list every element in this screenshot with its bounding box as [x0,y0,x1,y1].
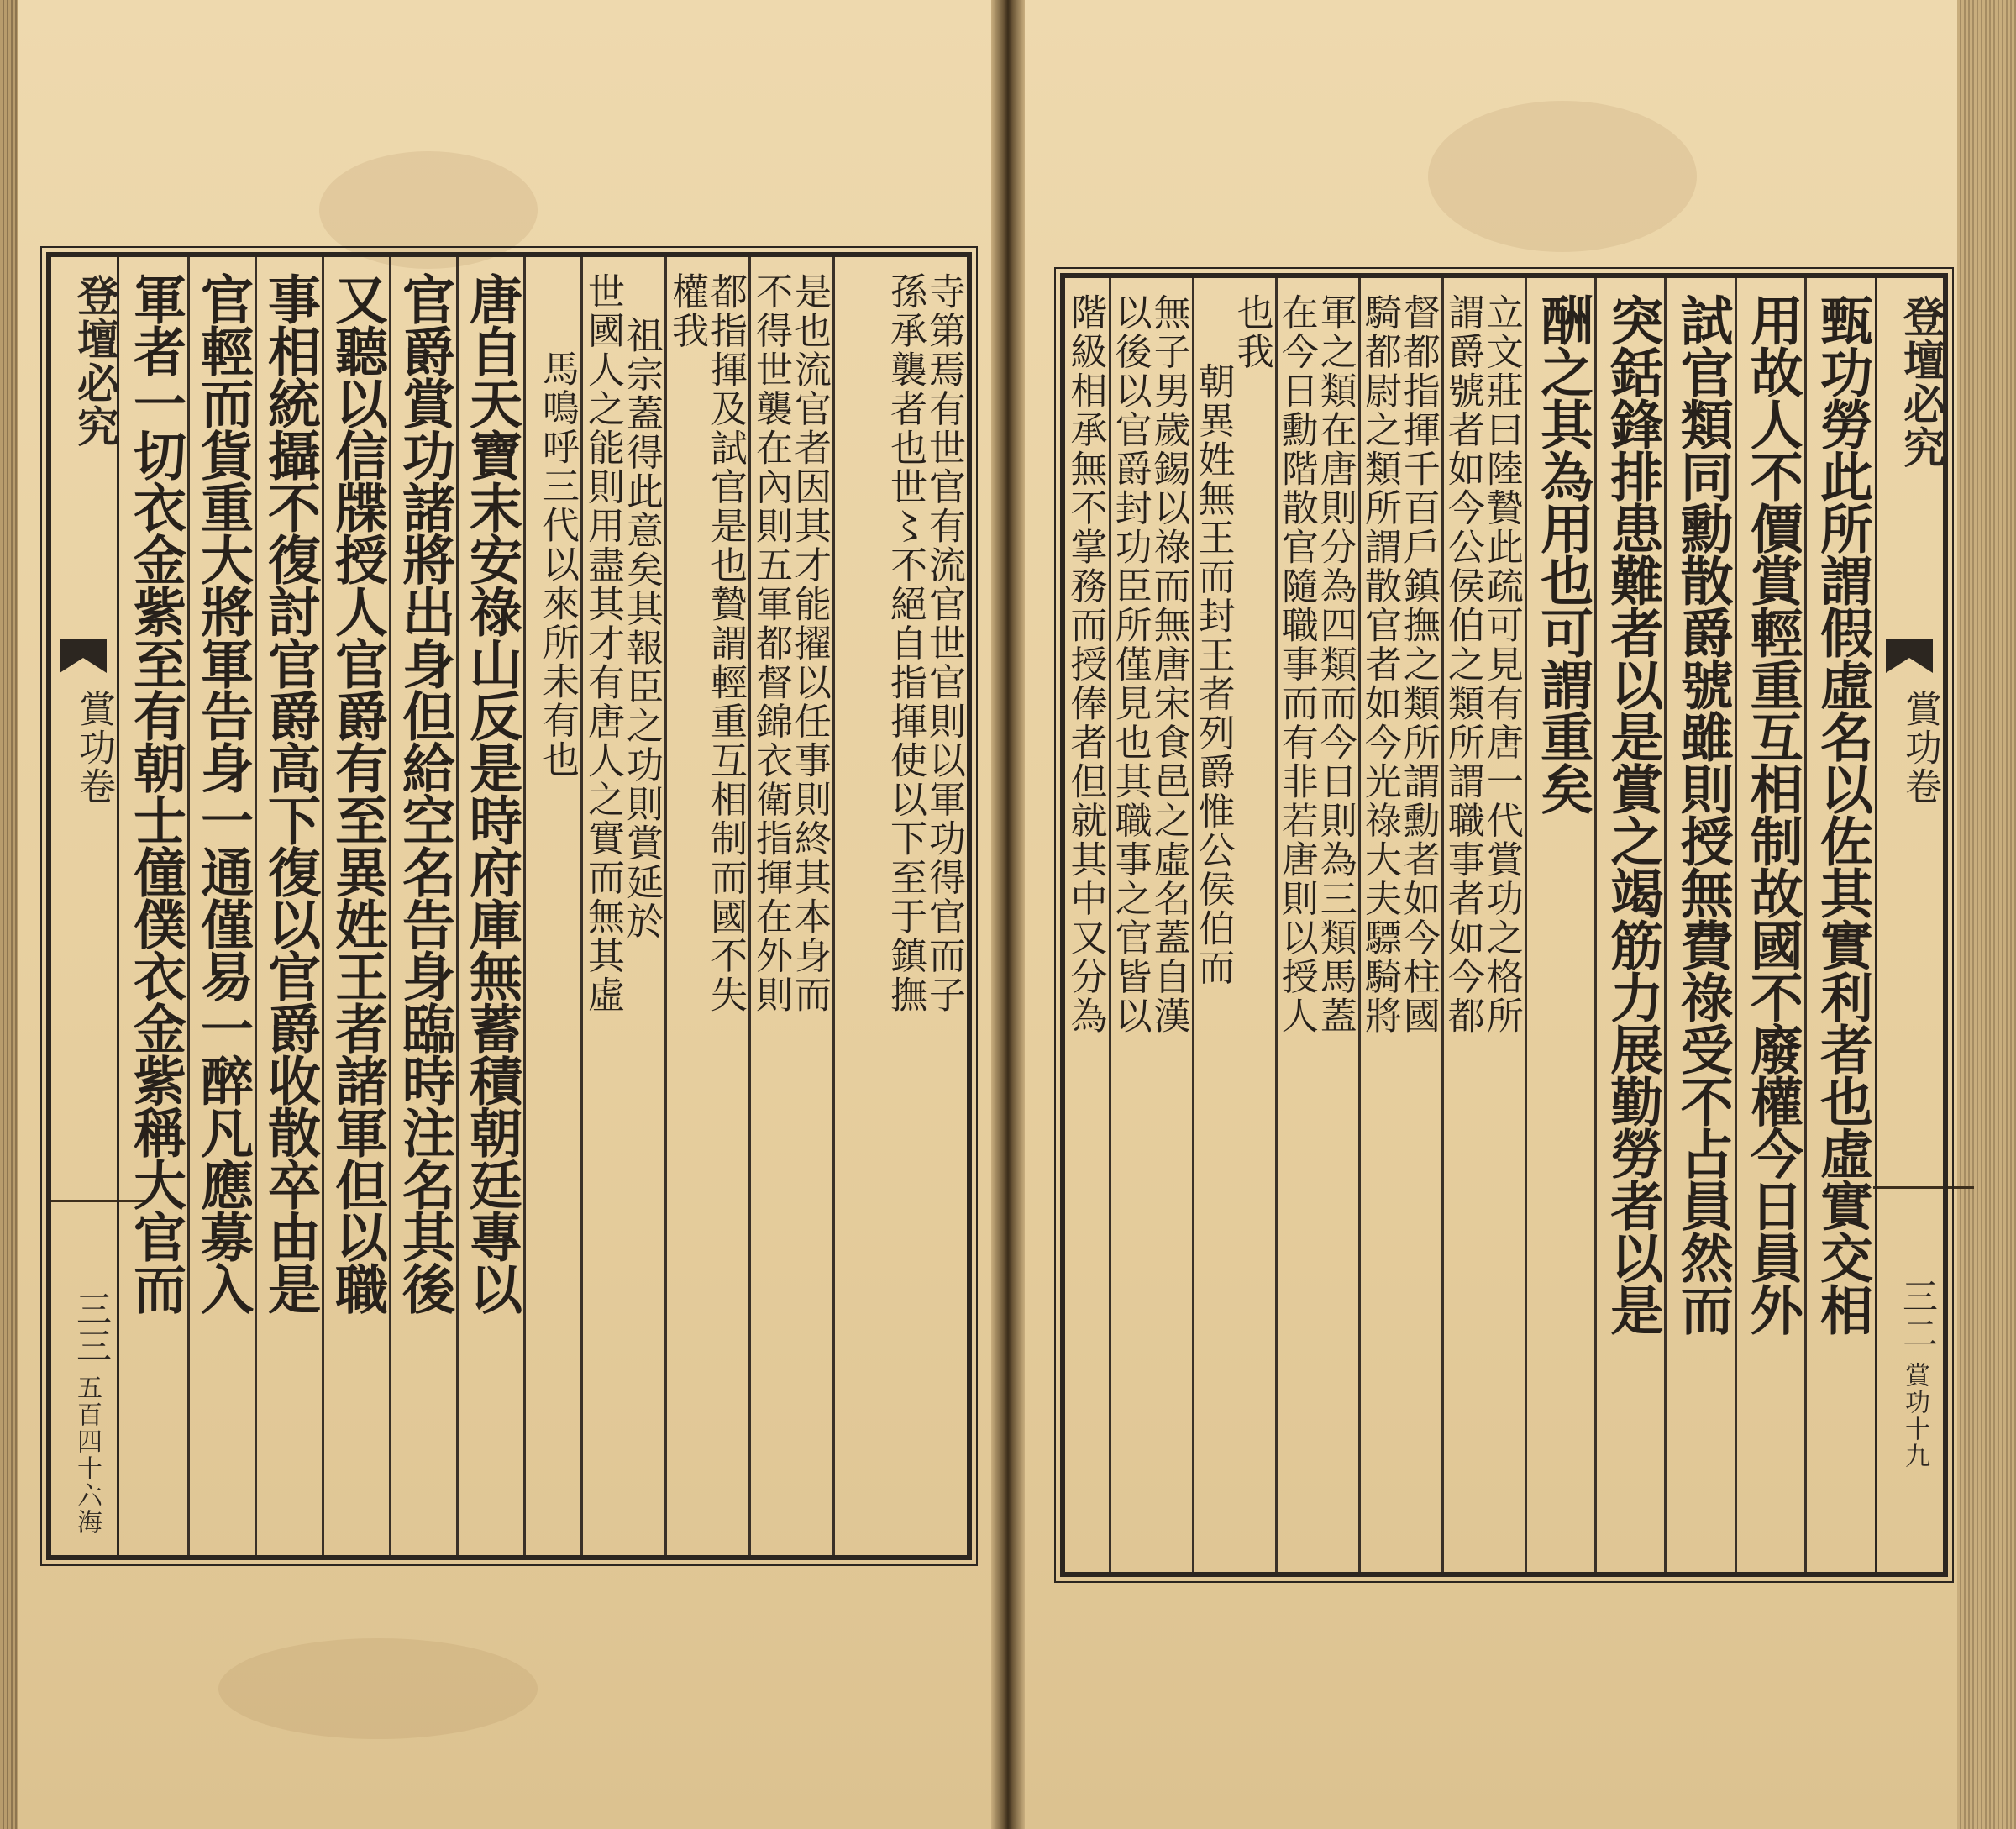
commentary-line: 寺第焉有世官有流官世官則以軍功得官而子 [922,272,965,1015]
commentary-line: 世國人之能則用盡其才有唐人之實而無其虛 [581,272,624,1015]
main-text-column [1804,278,1874,1572]
commentary-line: 以後以官爵封功臣所僅見也其職事之官皆以 [1108,293,1152,1036]
main-text-column [1664,278,1734,1572]
commentary-column [1441,278,1525,1572]
right-text-block [1060,273,1948,1577]
main-text-line: 官輕而貨重大將軍告身一通僅易一醉凡應募入 [192,272,255,1314]
main-text-column [456,257,523,1555]
paper-stain [319,151,538,269]
main-text-line: 又聽以信牒授人官爵有至異姓王者諸軍但以職 [327,272,389,1314]
left-columns [120,257,967,1555]
right-page-edge [1957,0,2016,1829]
commentary-line: 是也流官者因其才能擢以任事則終其本身而 [788,272,831,1015]
main-text-column [1735,278,1804,1572]
commentary-line: 在今日勳階散官隨職事而有非若唐則以授人 [1274,293,1318,1036]
commentary-line: 都指揮及試官是也贄謂輕重互相制而國不失 [704,272,747,1015]
fold-page-number: 三三 [71,1290,113,1364]
fold-note: 賞功十九 [1900,1362,1929,1469]
fold-title: 登壇必究 [71,274,120,449]
main-text-column [120,257,187,1555]
commentary-column [748,257,832,1555]
commentary-line: 馬鳴呼三代以來所未有也 [536,350,579,780]
paper-stain [218,1638,538,1739]
commentary-column [1109,278,1192,1572]
main-text-line: 甄功勞此所謂假虛名以佐其實利者也虛實交相 [1812,293,1874,1335]
commentary-column [1275,278,1358,1572]
fold-section: 賞功卷 [72,690,115,806]
fish-tail-mark [60,639,107,673]
fish-tail-mark [1886,639,1933,673]
commentary-line: 騎都尉之類所謂散官者如今光祿大夫驃騎將 [1357,293,1401,1036]
right-fold-strip [1875,278,1946,1572]
left-text-block [46,252,972,1560]
commentary-column [1065,278,1109,1572]
main-text-column [187,257,255,1555]
main-text-column [389,257,456,1555]
commentary-line: 階級相承無不掌務而授俸者但就其中又分為 [1063,293,1107,1036]
commentary-line: 無子男歲錫以祿而無唐宋食邑之虛名蓋自漢 [1147,293,1190,1036]
main-text-line: 突銛鋒排患難者以是賞之竭筋力展勤勞者以是 [1602,293,1665,1335]
main-text-line: 軍者一切衣金紫至有朝士僮僕衣金紫稱大官而 [125,272,187,1314]
commentary-column [523,257,580,1555]
commentary-column [664,257,748,1555]
commentary-line: 也我 [1230,293,1273,371]
fold-title: 登壇必究 [1897,295,1946,470]
main-text-line: 事相統攝不復討官爵高下復以官爵收散卒由是 [260,272,322,1314]
commentary-column [1192,278,1275,1572]
paper-stain [1428,101,1697,252]
commentary-line: 軍之類在唐則分為四類而今日則為三類馬蓋 [1313,293,1357,1036]
fold-section: 賞功卷 [1898,690,1941,806]
fold-page-number: 三二 [1898,1278,1939,1352]
main-text-column [255,257,322,1555]
main-text-line: 試官類同勳散爵號雖則授無費祿受不占員然而 [1672,293,1735,1335]
commentary-column [832,257,967,1555]
main-text-line: 用故人不價賞輕重互相制故國不廢權今日員外 [1741,293,1804,1335]
main-text-column [1525,278,1594,1572]
main-text-line: 唐自天寶末安祿山反是時府庫無蓄積朝廷專以 [461,272,523,1314]
main-text-line: 酬之其為用也可謂重矣 [1532,293,1595,814]
main-text-column [322,257,389,1555]
commentary-line: 謂爵號者如今公侯伯之類所謂職事者如今都 [1441,293,1484,1036]
commentary-line: 督都指揮千百戶鎮撫之類所謂勳者如今柱國 [1396,293,1440,1036]
fold-note: 五百四十六海 [72,1374,102,1536]
left-fold-strip [51,257,119,1555]
commentary-column [580,257,664,1555]
commentary-line: 立文莊曰陸贄此疏可見有唐一代賞功之格所 [1479,293,1523,1036]
commentary-line: 權我 [665,272,708,350]
right-columns [1065,278,1874,1572]
commentary-line: 朝異姓無王而封王者列爵惟公侯伯而 [1191,362,1235,987]
commentary-column [1358,278,1441,1572]
commentary-line: 孫承襲者也世〻不絕自指揮使以下至于鎮撫 [884,272,927,1015]
commentary-line: 不得世襲在內則五軍都督錦衣衛指揮在外則 [749,272,792,1015]
main-text-line: 官爵賞功諸將出身但給空名告身臨時注名其後 [394,272,456,1314]
left-page-edge [0,0,18,1829]
main-text-column [1594,278,1664,1572]
commentary-line: 祖宗蓋得此意矣其報臣之功則賞延於 [620,316,663,941]
binding-gutter [991,0,1025,1829]
